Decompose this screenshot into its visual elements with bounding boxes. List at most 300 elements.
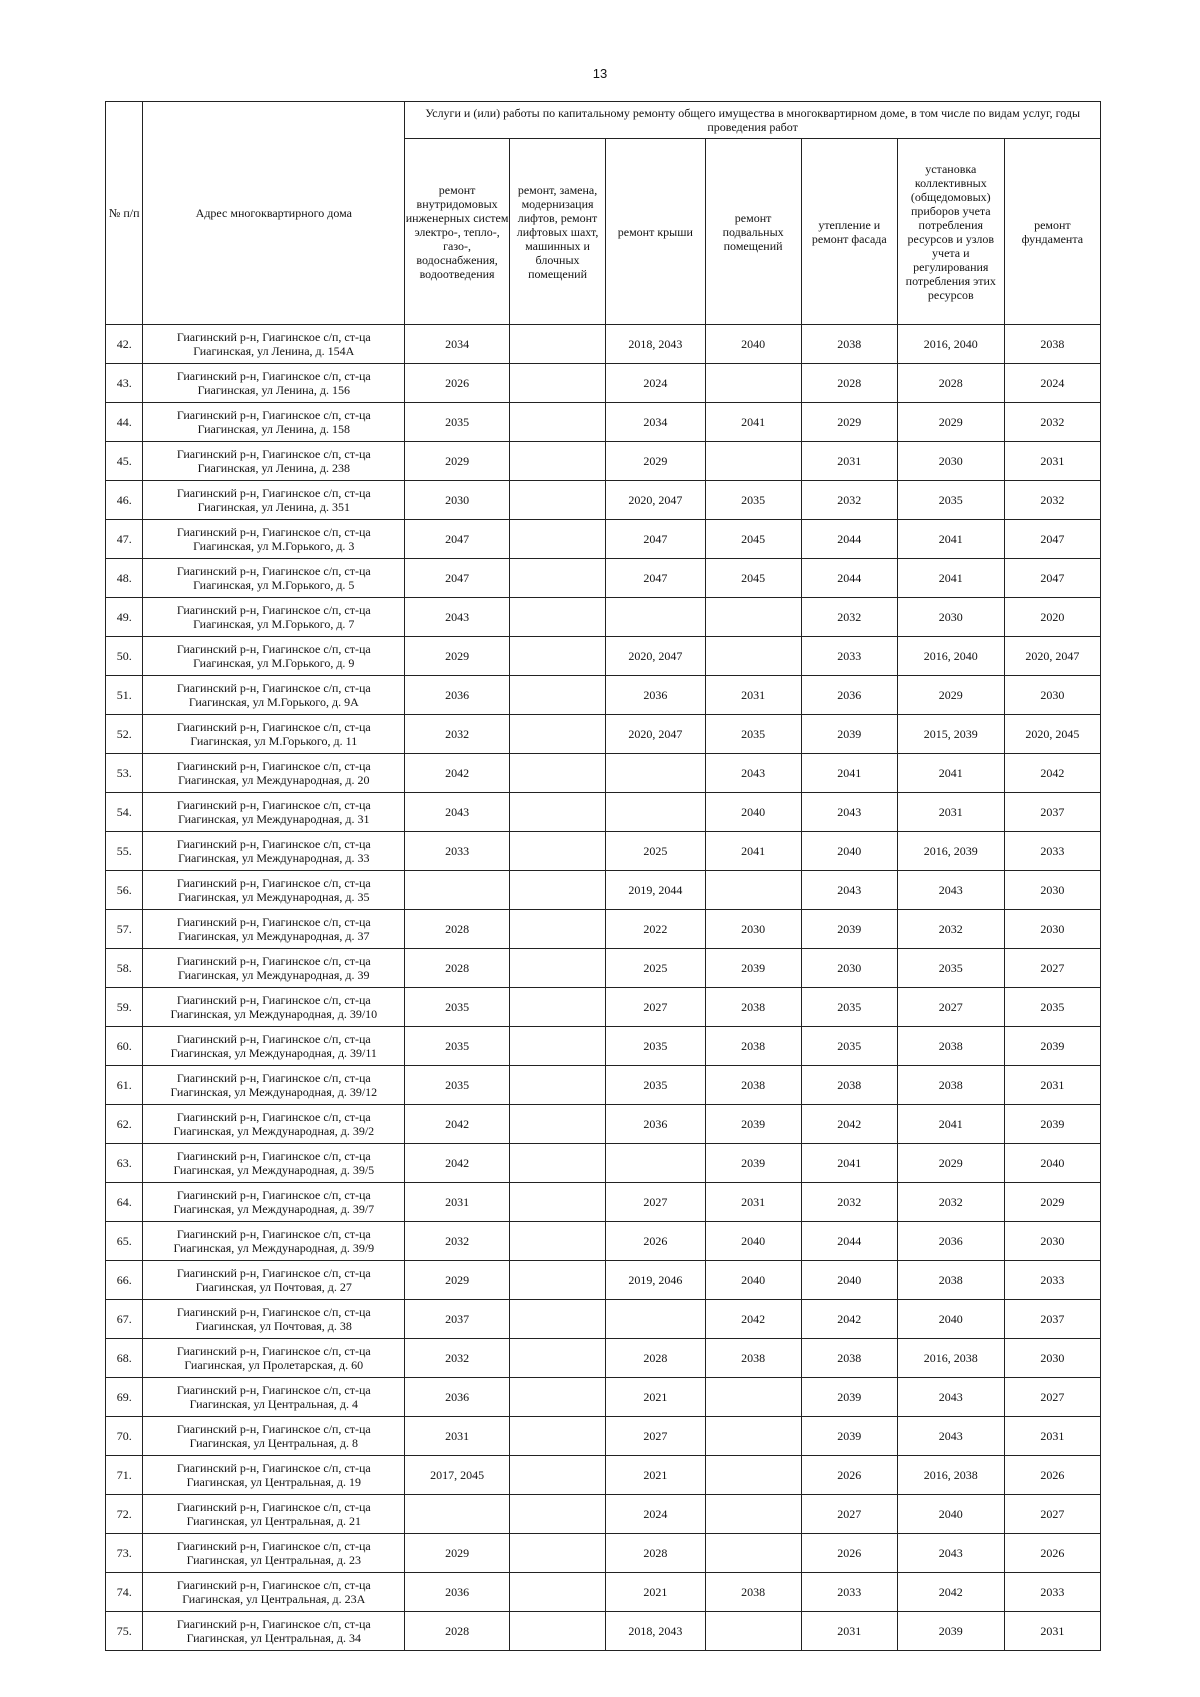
address-line-1: Гиагинский р-н, Гиагинское с/п, ст-ца	[176, 603, 371, 617]
address-line-1: Гиагинский р-н, Гиагинское с/п, ст-ца	[176, 1617, 371, 1631]
address-line-2: Гиагинская, ул М.Горького, д. 9А	[188, 695, 359, 709]
cell-engineering-systems: 2035	[405, 1027, 510, 1066]
cell-roof: 2018, 2043	[606, 325, 705, 364]
header-num: № п/п	[106, 102, 143, 325]
address-line-2: Гиагинская, ул М.Горького, д. 3	[193, 539, 355, 553]
row-number: 72.	[106, 1495, 143, 1534]
row-address	[143, 1066, 405, 1105]
cell-basement	[705, 1378, 801, 1417]
header-col-roof: ремонт крыши	[606, 139, 705, 325]
address-line-2: Гиагинская, ул Международная, д. 39/12	[170, 1085, 378, 1099]
cell-facade: 2038	[801, 1339, 897, 1378]
cell-engineering-systems: 2036	[405, 1378, 510, 1417]
table-row	[106, 1456, 1101, 1495]
cell-elevators	[509, 520, 605, 559]
cell-basement: 2038	[705, 1339, 801, 1378]
cell-elevators	[509, 1300, 605, 1339]
row-number: 45.	[106, 442, 143, 481]
cell-engineering-systems	[405, 1495, 510, 1534]
cell-roof	[606, 754, 705, 793]
address-line-2: Гиагинская, ул Центральная, д. 8	[189, 1436, 358, 1450]
table-row	[106, 1573, 1101, 1612]
row-address	[143, 1495, 405, 1534]
row-address	[143, 676, 405, 715]
cell-foundation: 2033	[1004, 832, 1100, 871]
cell-elevators	[509, 325, 605, 364]
cell-roof	[606, 1300, 705, 1339]
cell-engineering-systems: 2034	[405, 325, 510, 364]
cell-basement: 2038	[705, 988, 801, 1027]
cell-basement	[705, 598, 801, 637]
cell-meters: 2043	[897, 871, 1004, 910]
cell-basement	[705, 637, 801, 676]
cell-elevators	[509, 1105, 605, 1144]
row-number: 58.	[106, 949, 143, 988]
cell-roof: 2028	[606, 1534, 705, 1573]
cell-basement: 2035	[705, 481, 801, 520]
address-line-1: Гиагинский р-н, Гиагинское с/п, ст-ца	[176, 486, 371, 500]
cell-basement: 2039	[705, 1105, 801, 1144]
cell-facade: 2042	[801, 1105, 897, 1144]
row-address	[143, 1300, 405, 1339]
cell-foundation: 2030	[1004, 871, 1100, 910]
cell-roof: 2027	[606, 1417, 705, 1456]
row-address	[143, 949, 405, 988]
address-line-1: Гиагинский р-н, Гиагинское с/п, ст-ца	[176, 1110, 371, 1124]
cell-facade: 2030	[801, 949, 897, 988]
header-col-elevators: ремонт, замена, модернизация лифтов, ремонт лифтовых шахт, машинных и блочных помещений	[509, 139, 605, 325]
cell-roof: 2018, 2043	[606, 1612, 705, 1651]
cell-engineering-systems: 2032	[405, 715, 510, 754]
cell-facade: 2035	[801, 1027, 897, 1066]
row-number: 65.	[106, 1222, 143, 1261]
address-line-1: Гиагинский р-н, Гиагинское с/п, ст-ца	[176, 1227, 371, 1241]
cell-foundation: 2031	[1004, 1066, 1100, 1105]
cell-meters: 2040	[897, 1495, 1004, 1534]
cell-elevators	[509, 1339, 605, 1378]
cell-foundation: 2026	[1004, 1534, 1100, 1573]
address-line-1: Гиагинский р-н, Гиагинское с/п, ст-ца	[176, 1539, 371, 1553]
cell-foundation: 2027	[1004, 1378, 1100, 1417]
row-address	[143, 910, 405, 949]
address-line-2: Гиагинская, ул Центральная, д. 4	[189, 1397, 358, 1411]
row-address	[143, 1222, 405, 1261]
address-line-1: Гиагинский р-н, Гиагинское с/п, ст-ца	[176, 1266, 371, 1280]
cell-meters: 2016, 2039	[897, 832, 1004, 871]
cell-basement	[705, 1495, 801, 1534]
cell-roof: 2019, 2044	[606, 871, 705, 910]
cell-elevators	[509, 1144, 605, 1183]
cell-elevators	[509, 910, 605, 949]
cell-engineering-systems: 2037	[405, 1300, 510, 1339]
address-line-1: Гиагинский р-н, Гиагинское с/п, ст-ца	[176, 447, 371, 461]
cell-foundation: 2030	[1004, 1339, 1100, 1378]
cell-foundation: 2039	[1004, 1105, 1100, 1144]
row-address	[143, 1417, 405, 1456]
row-number: 48.	[106, 559, 143, 598]
cell-facade: 2028	[801, 364, 897, 403]
table-row	[106, 715, 1101, 754]
cell-roof: 2036	[606, 1105, 705, 1144]
address-line-1: Гиагинский р-н, Гиагинское с/п, ст-ца	[176, 1032, 371, 1046]
address-line-1: Гиагинский р-н, Гиагинское с/п, ст-ца	[176, 993, 371, 1007]
cell-meters: 2041	[897, 1105, 1004, 1144]
cell-roof: 2022	[606, 910, 705, 949]
address-line-1: Гиагинский р-н, Гиагинское с/п, ст-ца	[176, 798, 371, 812]
cell-foundation: 2031	[1004, 1612, 1100, 1651]
table-row	[106, 559, 1101, 598]
row-number: 68.	[106, 1339, 143, 1378]
cell-facade: 2033	[801, 637, 897, 676]
table-row	[106, 1066, 1101, 1105]
cell-elevators	[509, 949, 605, 988]
cell-facade: 2044	[801, 1222, 897, 1261]
row-address	[143, 1378, 405, 1417]
row-address	[143, 1573, 405, 1612]
address-line-2: Гиагинская, ул Международная, д. 39/11	[170, 1046, 377, 1060]
header-col-facade: утепление и ремонт фасада	[801, 139, 897, 325]
header-col-engineering-systems: ремонт внутридомовых инженерных систем электро-, тепло-, газо-, водоснабжения, водоотведения	[405, 139, 510, 325]
address-line-1: Гиагинский р-н, Гиагинское с/п, ст-ца	[176, 1578, 371, 1592]
address-line-2: Гиагинская, ул Международная, д. 31	[178, 812, 370, 826]
cell-basement	[705, 1612, 801, 1651]
cell-engineering-systems: 2030	[405, 481, 510, 520]
address-line-2: Гиагинская, ул Центральная, д. 34	[186, 1631, 361, 1645]
cell-facade: 2038	[801, 1066, 897, 1105]
table-row	[106, 403, 1101, 442]
cell-elevators	[509, 559, 605, 598]
cell-basement: 2039	[705, 1144, 801, 1183]
cell-roof: 2020, 2047	[606, 715, 705, 754]
row-number: 74.	[106, 1573, 143, 1612]
cell-foundation: 2020	[1004, 598, 1100, 637]
cell-foundation: 2030	[1004, 910, 1100, 949]
cell-foundation: 2029	[1004, 1183, 1100, 1222]
address-line-2: Гиагинская, ул Центральная, д. 19	[186, 1475, 361, 1489]
cell-meters: 2028	[897, 364, 1004, 403]
cell-engineering-systems: 2028	[405, 1612, 510, 1651]
table-row	[106, 1339, 1101, 1378]
header-col-basement: ремонт подвальных помещений	[705, 139, 801, 325]
row-address	[143, 637, 405, 676]
row-address	[143, 1144, 405, 1183]
row-address	[143, 1612, 405, 1651]
cell-facade: 2035	[801, 988, 897, 1027]
cell-foundation: 2039	[1004, 1027, 1100, 1066]
cell-basement: 2038	[705, 1027, 801, 1066]
address-line-2: Гиагинская, ул Центральная, д. 23А	[182, 1592, 366, 1606]
address-line-1: Гиагинский р-н, Гиагинское с/п, ст-ца	[176, 1500, 371, 1514]
cell-elevators	[509, 988, 605, 1027]
row-number: 70.	[106, 1417, 143, 1456]
cell-roof: 2047	[606, 520, 705, 559]
table-row	[106, 1027, 1101, 1066]
cell-elevators	[509, 1417, 605, 1456]
row-address	[143, 754, 405, 793]
cell-basement: 2045	[705, 520, 801, 559]
cell-facade: 2032	[801, 481, 897, 520]
cell-facade: 2040	[801, 1261, 897, 1300]
cell-foundation: 2033	[1004, 1573, 1100, 1612]
cell-facade: 2040	[801, 832, 897, 871]
row-number: 54.	[106, 793, 143, 832]
cell-meters: 2029	[897, 403, 1004, 442]
row-address	[143, 1105, 405, 1144]
table-row	[106, 1378, 1101, 1417]
cell-meters: 2030	[897, 442, 1004, 481]
address-line-2: Гиагинская, ул Международная, д. 39/7	[173, 1202, 375, 1216]
cell-basement	[705, 871, 801, 910]
cell-elevators	[509, 1534, 605, 1573]
cell-engineering-systems: 2042	[405, 1144, 510, 1183]
cell-meters: 2043	[897, 1378, 1004, 1417]
row-number: 49.	[106, 598, 143, 637]
cell-roof: 2035	[606, 1027, 705, 1066]
row-address	[143, 442, 405, 481]
cell-foundation: 2033	[1004, 1261, 1100, 1300]
cell-engineering-systems: 2032	[405, 1222, 510, 1261]
cell-engineering-systems: 2029	[405, 1534, 510, 1573]
address-line-2: Гиагинская, ул Центральная, д. 21	[186, 1514, 361, 1528]
cell-meters: 2016, 2038	[897, 1339, 1004, 1378]
cell-meters: 2036	[897, 1222, 1004, 1261]
cell-foundation: 2038	[1004, 325, 1100, 364]
cell-engineering-systems	[405, 871, 510, 910]
row-number: 44.	[106, 403, 143, 442]
cell-elevators	[509, 676, 605, 715]
cell-elevators	[509, 754, 605, 793]
cell-meters: 2043	[897, 1417, 1004, 1456]
row-number: 42.	[106, 325, 143, 364]
table-row	[106, 832, 1101, 871]
cell-engineering-systems: 2026	[405, 364, 510, 403]
row-address	[143, 520, 405, 559]
cell-elevators	[509, 1378, 605, 1417]
cell-meters: 2040	[897, 1300, 1004, 1339]
address-line-1: Гиагинский р-н, Гиагинское с/п, ст-ца	[176, 1383, 371, 1397]
cell-facade: 2044	[801, 559, 897, 598]
cell-foundation: 2027	[1004, 1495, 1100, 1534]
address-line-1: Гиагинский р-н, Гиагинское с/п, ст-ца	[176, 915, 371, 929]
row-number: 52.	[106, 715, 143, 754]
cell-meters: 2038	[897, 1066, 1004, 1105]
cell-roof: 2021	[606, 1378, 705, 1417]
cell-elevators	[509, 442, 605, 481]
cell-basement	[705, 1417, 801, 1456]
row-number: 43.	[106, 364, 143, 403]
row-number: 69.	[106, 1378, 143, 1417]
cell-facade: 2036	[801, 676, 897, 715]
cell-basement: 2031	[705, 676, 801, 715]
cell-meters: 2042	[897, 1573, 1004, 1612]
cell-meters: 2035	[897, 949, 1004, 988]
cell-engineering-systems: 2029	[405, 637, 510, 676]
table-row	[106, 481, 1101, 520]
page-number: 13	[592, 66, 608, 81]
table-row	[106, 793, 1101, 832]
cell-engineering-systems: 2035	[405, 988, 510, 1027]
cell-elevators	[509, 364, 605, 403]
cell-engineering-systems: 2036	[405, 676, 510, 715]
cell-foundation: 2047	[1004, 559, 1100, 598]
cell-foundation: 2031	[1004, 442, 1100, 481]
cell-engineering-systems: 2043	[405, 598, 510, 637]
cell-elevators	[509, 403, 605, 442]
cell-basement	[705, 1456, 801, 1495]
cell-basement: 2031	[705, 1183, 801, 1222]
cell-elevators	[509, 1183, 605, 1222]
cell-roof: 2027	[606, 1183, 705, 1222]
cell-foundation: 2030	[1004, 1222, 1100, 1261]
cell-foundation: 2040	[1004, 1144, 1100, 1183]
cell-elevators	[509, 715, 605, 754]
row-address	[143, 1183, 405, 1222]
cell-engineering-systems: 2042	[405, 1105, 510, 1144]
cell-roof: 2021	[606, 1573, 705, 1612]
cell-meters: 2032	[897, 910, 1004, 949]
row-number: 63.	[106, 1144, 143, 1183]
cell-engineering-systems: 2028	[405, 910, 510, 949]
cell-foundation: 2031	[1004, 1417, 1100, 1456]
cell-foundation: 2020, 2047	[1004, 637, 1100, 676]
row-number: 66.	[106, 1261, 143, 1300]
cell-basement: 2040	[705, 325, 801, 364]
cell-meters: 2015, 2039	[897, 715, 1004, 754]
cell-basement: 2038	[705, 1573, 801, 1612]
address-line-1: Гиагинский р-н, Гиагинское с/п, ст-ца	[176, 642, 371, 656]
table-body	[106, 325, 1101, 1651]
address-line-2: Гиагинская, ул Центральная, д. 23	[186, 1553, 361, 1567]
address-line-1: Гиагинский р-н, Гиагинское с/п, ст-ца	[176, 681, 371, 695]
table-row	[106, 754, 1101, 793]
cell-foundation: 2024	[1004, 364, 1100, 403]
table-row	[106, 1144, 1101, 1183]
cell-engineering-systems: 2031	[405, 1183, 510, 1222]
row-number: 50.	[106, 637, 143, 676]
row-number: 73.	[106, 1534, 143, 1573]
header-col-foundation: ремонт фундамента	[1004, 139, 1100, 325]
table-row	[106, 910, 1101, 949]
cell-roof: 2025	[606, 832, 705, 871]
header-col-meters: установка коллективных (общедомовых) приборов учета потребления ресурсов и узлов учета и регулирования потребления этих ресурсов	[897, 139, 1004, 325]
cell-roof	[606, 1144, 705, 1183]
cell-elevators	[509, 1573, 605, 1612]
cell-facade: 2039	[801, 1417, 897, 1456]
cell-roof: 2026	[606, 1222, 705, 1261]
address-line-1: Гиагинский р-н, Гиагинское с/п, ст-ца	[176, 876, 371, 890]
header-address: Адрес многоквартирного дома	[143, 102, 405, 325]
cell-elevators	[509, 871, 605, 910]
row-number: 62.	[106, 1105, 143, 1144]
table-row	[106, 871, 1101, 910]
cell-roof: 2025	[606, 949, 705, 988]
table-row	[106, 325, 1101, 364]
row-address	[143, 325, 405, 364]
cell-roof: 2020, 2047	[606, 637, 705, 676]
table-row	[106, 949, 1101, 988]
cell-meters: 2031	[897, 793, 1004, 832]
cell-roof: 2035	[606, 1066, 705, 1105]
cell-basement: 2040	[705, 1222, 801, 1261]
row-address	[143, 832, 405, 871]
table-row	[106, 442, 1101, 481]
address-line-1: Гиагинский р-н, Гиагинское с/п, ст-ца	[176, 1071, 371, 1085]
row-number: 51.	[106, 676, 143, 715]
row-number: 67.	[106, 1300, 143, 1339]
row-number: 71.	[106, 1456, 143, 1495]
cell-facade: 2031	[801, 1612, 897, 1651]
cell-basement: 2030	[705, 910, 801, 949]
cell-roof: 2019, 2046	[606, 1261, 705, 1300]
row-number: 57.	[106, 910, 143, 949]
cell-elevators	[509, 1027, 605, 1066]
cell-foundation: 2030	[1004, 676, 1100, 715]
address-line-1: Гиагинский р-н, Гиагинское с/п, ст-ца	[176, 330, 371, 344]
table-row	[106, 1495, 1101, 1534]
address-line-2: Гиагинская, ул Международная, д. 39/5	[173, 1163, 375, 1177]
cell-meters: 2016, 2038	[897, 1456, 1004, 1495]
cell-roof: 2024	[606, 1495, 705, 1534]
cell-elevators	[509, 598, 605, 637]
cell-elevators	[509, 793, 605, 832]
cell-basement: 2040	[705, 1261, 801, 1300]
cell-basement: 2041	[705, 832, 801, 871]
table-row	[106, 1534, 1101, 1573]
address-line-1: Гиагинский р-н, Гиагинское с/п, ст-ца	[176, 369, 371, 383]
row-number: 61.	[106, 1066, 143, 1105]
table-row	[106, 1261, 1101, 1300]
cell-elevators	[509, 1612, 605, 1651]
cell-facade: 2038	[801, 325, 897, 364]
row-address	[143, 1534, 405, 1573]
cell-facade: 2043	[801, 793, 897, 832]
cell-basement: 2042	[705, 1300, 801, 1339]
cell-meters: 2027	[897, 988, 1004, 1027]
row-address	[143, 364, 405, 403]
row-address	[143, 598, 405, 637]
cell-meters: 2029	[897, 1144, 1004, 1183]
cell-foundation: 2047	[1004, 520, 1100, 559]
cell-meters: 2043	[897, 1534, 1004, 1573]
address-line-1: Гиагинский р-н, Гиагинское с/п, ст-ца	[176, 759, 371, 773]
cell-basement: 2039	[705, 949, 801, 988]
address-line-2: Гиагинская, ул Международная, д. 35	[178, 890, 370, 904]
cell-engineering-systems: 2042	[405, 754, 510, 793]
row-number: 64.	[106, 1183, 143, 1222]
table-row	[106, 598, 1101, 637]
cell-basement: 2041	[705, 403, 801, 442]
address-line-1: Гиагинский р-н, Гиагинское с/п, ст-ца	[176, 564, 371, 578]
row-number: 56.	[106, 871, 143, 910]
table-row	[106, 637, 1101, 676]
address-line-1: Гиагинский р-н, Гиагинское с/п, ст-ца	[176, 837, 371, 851]
address-line-1: Гиагинский р-н, Гиагинское с/п, ст-ца	[176, 1149, 371, 1163]
capital-repair-table	[105, 101, 1101, 1651]
cell-foundation: 2027	[1004, 949, 1100, 988]
cell-engineering-systems: 2047	[405, 520, 510, 559]
cell-engineering-systems: 2029	[405, 1261, 510, 1300]
cell-facade: 2032	[801, 1183, 897, 1222]
cell-meters: 2039	[897, 1612, 1004, 1651]
table-row	[106, 364, 1101, 403]
cell-facade: 2026	[801, 1456, 897, 1495]
cell-foundation: 2037	[1004, 793, 1100, 832]
cell-foundation: 2020, 2045	[1004, 715, 1100, 754]
address-line-2: Гиагинская, ул Ленина, д. 351	[197, 500, 350, 514]
cell-facade: 2039	[801, 1378, 897, 1417]
table-row	[106, 1105, 1101, 1144]
cell-roof	[606, 793, 705, 832]
